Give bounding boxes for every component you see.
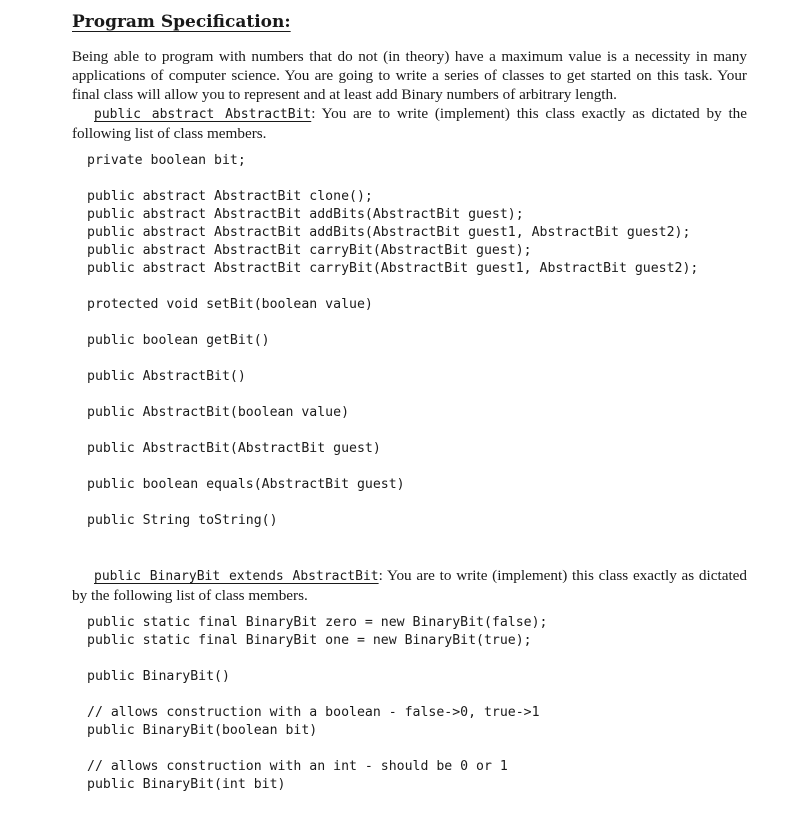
code-line: public BinaryBit() xyxy=(87,669,230,684)
code-line: public String toString() xyxy=(87,513,278,528)
code-line: public BinaryBit(int bit) xyxy=(87,777,286,792)
abstract-class-paragraph xyxy=(72,104,747,143)
binary-class-description: : You are to write (implement) this class exactly as dictated by the following list of class members. xyxy=(72,567,748,604)
intro-paragraph: Being able to program with numbers that do not (in theory) have a maximum value is a necessity in many applications of computer science. You are going to write a series of classes to get started on this task. Your final class will allow you to represent and at least add Binary numbers of arbitrary length. xyxy=(72,48,747,103)
code-line: public abstract AbstractBit addBits(AbstractBit guest); xyxy=(87,207,524,222)
code-line: public abstract AbstractBit addBits(AbstractBit guest1, AbstractBit guest2); xyxy=(87,225,691,240)
binary-member-list xyxy=(72,614,747,794)
code-line: public abstract AbstractBit carryBit(AbstractBit guest1, AbstractBit guest2); xyxy=(87,261,699,276)
binary-class-paragraph xyxy=(72,566,747,605)
abstract-class-declaration: public abstract AbstractBit xyxy=(94,107,312,122)
code-comment: // allows construction with a boolean - false->0, true->1 xyxy=(87,705,540,720)
binary-class-declaration: public BinaryBit extends AbstractBit xyxy=(94,569,379,584)
code-line: public abstract AbstractBit carryBit(AbstractBit guest); xyxy=(87,243,532,258)
code-line: protected void setBit(boolean value) xyxy=(87,297,373,312)
code-line: public AbstractBit(AbstractBit guest) xyxy=(87,441,381,456)
abstract-class-description: : You are to write (implement) this class exactly as dictated by the following list of class members. xyxy=(72,105,747,142)
page-title: Program Specification: xyxy=(72,12,291,32)
document-page xyxy=(72,10,747,794)
code-line: public boolean equals(AbstractBit guest) xyxy=(87,477,405,492)
code-line: public boolean getBit() xyxy=(87,333,270,348)
code-line: private boolean bit; xyxy=(87,153,246,168)
code-line: public BinaryBit(boolean bit) xyxy=(87,723,318,738)
code-line: public AbstractBit(boolean value) xyxy=(87,405,350,420)
code-line: public static final BinaryBit one = new BinaryBit(true); xyxy=(87,633,532,648)
code-line: public AbstractBit() xyxy=(87,369,246,384)
abstract-member-list xyxy=(72,152,747,530)
code-comment: // allows construction with an int - should be 0 or 1 xyxy=(87,759,508,774)
code-line: public static final BinaryBit zero = new BinaryBit(false); xyxy=(87,615,548,630)
code-line: public abstract AbstractBit clone(); xyxy=(87,189,373,204)
